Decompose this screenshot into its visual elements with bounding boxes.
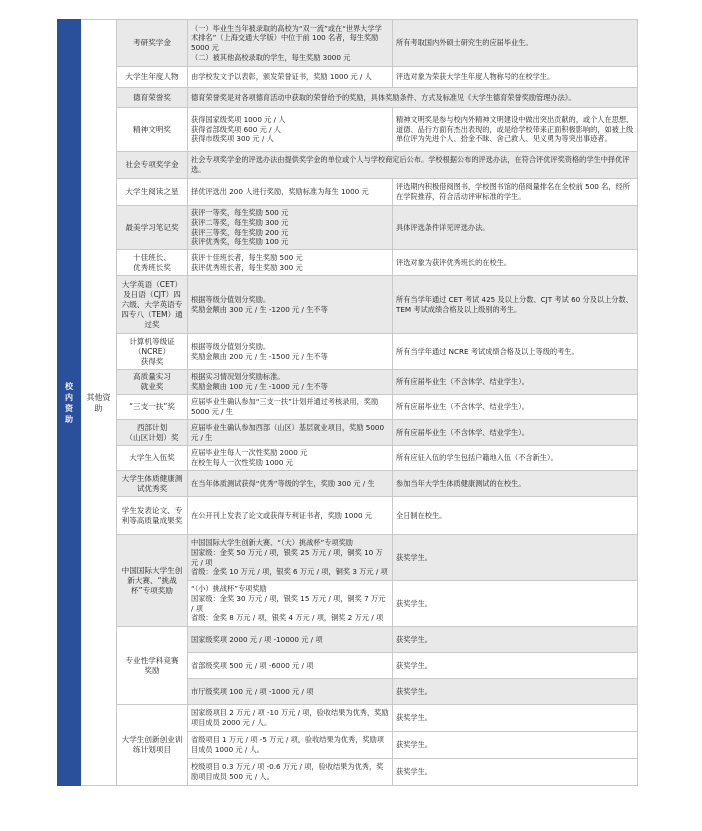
award-name: 德育荣誉奖: [117, 88, 188, 108]
award-name: 学生发表论文、专利等高质量成果奖: [117, 497, 188, 535]
award-target: 获奖学生。: [393, 535, 638, 581]
award-target: 获奖学生。: [393, 732, 638, 759]
award-amount: 根据实习情况划分奖励标准。 奖励金额由 100 元 / 生 -1000 元 / 生不等: [188, 370, 393, 395]
award-target: 获奖学生。: [393, 653, 638, 679]
table-row: [58, 627, 638, 653]
table-row: [58, 370, 638, 395]
award-name: 大学生阅读之星: [117, 179, 188, 206]
award-target: 所有应征入伍的学生包括户籍地入伍（不含新生）。: [393, 446, 638, 471]
award-name: 大学生入伍奖: [117, 446, 188, 471]
award-target: 精神文明奖是参与校内外精神文明建设中做出突出贡献的，或个人在思想、道德、品行方面有杰出表现的，或是给学校带来正面积极影响的，如被上级单位评为先进个人、拾金不昧、舍己救人、见义勇为等突出事迹者。: [393, 108, 638, 152]
table-row: [58, 395, 638, 420]
table-row: [58, 152, 638, 179]
award-target: 参加当年大学生体质健康测试的在校生。: [393, 471, 638, 497]
award-name: 高质量实习 就业奖: [117, 370, 188, 395]
award-amount: “（小）挑战杯”专项奖励 国家级：金奖 30 万元 / 项，银奖 15 万元 / 项，铜奖 7 万元 / 项 省级：金奖 8 万元 / 项，银奖 4 万元 / 项，铜奖 2 万元 / 项: [188, 581, 393, 627]
award-name: 大学生创新创业训练计划项目: [117, 705, 188, 786]
award-target: 所有应届毕业生（不含休学、结业学生）。: [393, 420, 638, 446]
table-row: [58, 88, 638, 108]
award-name: 最美学习笔记奖: [117, 206, 188, 250]
award-amount: 省部级奖项 500 元 / 项 -6000 元 / 项: [188, 653, 393, 679]
award-amount: 省级项目 1 万元 / 项 -5 万元 / 项，验收结果为优秀，奖励项目成员 1000 元 / 人。: [188, 732, 393, 759]
award-target: 获奖学生。: [393, 679, 638, 705]
award-amount: 国家级项目 2 万元 / 项 -10 万元 / 项，验收结果为优秀，奖励项目成员 2000 元 / 人。: [188, 705, 393, 732]
award-name: 中国国际大学生创新大赛、“挑战杯”专项奖励: [117, 535, 188, 627]
award-name: “三支一扶”奖: [117, 395, 188, 420]
table-row: [58, 471, 638, 497]
award-table-container: [57, 19, 637, 786]
award-name: 考研奖学金: [117, 20, 188, 67]
side-label-school-aid: 校 内 资 助: [58, 20, 81, 786]
table-row: [58, 705, 638, 732]
table-row: [58, 206, 638, 250]
award-amount: 获得国家级奖项 1000 元 / 人 获得省部级奖项 600 元 / 人 获得市级奖项 300 元 / 人: [188, 108, 393, 152]
table-row: [58, 446, 638, 471]
award-amount: 应届毕业生确认参加“三支一扶”计划并通过考核录用，奖励 5000 元 / 生: [188, 395, 393, 420]
award-target: 获奖学生。: [393, 581, 638, 627]
award-amount: 应届毕业生每人一次性奖励 2000 元 在校生每人一次性奖励 1000 元: [188, 446, 393, 471]
award-target: 获奖学生。: [393, 705, 638, 732]
table-row: [58, 179, 638, 206]
table-row: [58, 276, 638, 334]
award-target: 评选对象为获评优秀班长的在校生。: [393, 250, 638, 276]
table-row: [58, 20, 638, 67]
table-row: [58, 334, 638, 370]
award-amount: 应届毕业生确认参加西部（山区）基层就业项目，奖励 5000 元 / 生: [188, 420, 393, 446]
category-other-aid: 其他资助: [81, 20, 117, 786]
award-target: 获奖学生。: [393, 759, 638, 786]
award-description: 德育荣誉奖是对各项德育活动中获取的荣誉给予的奖励，具体奖励条件、方式及标准见《大学生德育荣誉奖励管理办法》。: [188, 88, 638, 108]
award-amount: 根据等级分值划分奖励。 奖励金额由 200 元 / 生 -1500 元 / 生不等: [188, 334, 393, 370]
table-row: [58, 420, 638, 446]
award-target: 所有当学年通过 NCRE 考试成绩合格及以上等级的考生。: [393, 334, 638, 370]
table-row: [58, 497, 638, 535]
award-target: 所有应届毕业生（不含休学、结业学生）。: [393, 395, 638, 420]
award-name: 大学英语（CET）及日语（CJT）四六级、大学英语专四专八（TEM）通过奖: [117, 276, 188, 334]
award-amount: 市厅级奖项 100 元 / 项 -1000 元 / 项: [188, 679, 393, 705]
award-amount: 根据等级分值划分奖励。 奖励金额由 300 元 / 生 -1200 元 / 生不等: [188, 276, 393, 334]
table-row: [58, 108, 638, 152]
award-name: 西部计划 （山区计划）奖: [117, 420, 188, 446]
award-amount: 在当年体质测试获得“优秀”等级的学生，奖励 300 元 / 生: [188, 471, 393, 497]
award-amount: 由学校发文予以表彰，颁发荣誉证书，奖励 1000 元 / 人: [188, 67, 393, 88]
award-amount: 国家级奖项 2000 元 / 项 -10000 元 / 项: [188, 627, 393, 653]
award-name: 社会专项奖学金: [117, 152, 188, 179]
award-target: 全日制在校生。: [393, 497, 638, 535]
award-target: 评选期内积极借阅图书，学校图书馆的借阅量排名在全校前 500 名，经所在学院推荐，符合活动评审标准的学生。: [393, 179, 638, 206]
table-row: [58, 67, 638, 88]
award-name: 精神文明奖: [117, 108, 188, 152]
award-target: 获奖学生。: [393, 627, 638, 653]
award-name: 十佳班长、 优秀班长奖: [117, 250, 188, 276]
award-amount: （一）毕业生当年被录取的高校为“双一流”或在“世界大学学术排名”（上海交通大学版）中位于前 100 名者，每生奖励 5000 元 （二）被其他高校录取的学生，每生奖励 3000 元: [188, 20, 393, 67]
award-target: 所有考取国内外硕士研究生的应届毕业生。: [393, 20, 638, 67]
award-amount: 获评十佳班长者，每生奖励 500 元 获评优秀班长者，每生奖励 300 元: [188, 250, 393, 276]
award-table: [57, 19, 638, 786]
award-amount: 校级项目 0.3 万元 / 项 -0.6 万元 / 项，验收结果为优秀，奖励项目成员 500 元 / 人。: [188, 759, 393, 786]
table-row: [58, 535, 638, 581]
award-name: 计算机等级证（NCRE） 获得奖: [117, 334, 188, 370]
award-target: 所有当学年通过 CET 考试 425 及以上分数、CJT 考试 60 分及以上分数、TEM 考试成绩合格及以上级别的考生。: [393, 276, 638, 334]
award-target: 所有应届毕业生（不含休学、结业学生）。: [393, 370, 638, 395]
award-name: 大学生年度人物: [117, 67, 188, 88]
award-description: 社会专项奖学金的评选办法由提供奖学金的单位或个人与学校商定后公布。学校根据公布的评选办法，在符合评优评奖资格的学生中择优评选。: [188, 152, 638, 179]
table-row: [58, 250, 638, 276]
award-target: 评选对象为荣获大学生年度人物称号的在校学生。: [393, 67, 638, 88]
award-amount: 获评一等奖，每生奖励 500 元 获评二等奖，每生奖励 300 元 获评三等奖，每生奖励 200 元 获评优秀奖，每生奖励 100 元: [188, 206, 393, 250]
award-target: 具体评选条件详见评选办法。: [393, 206, 638, 250]
award-amount: 中国国际大学生创新大赛、“（大）挑战杯”专项奖励 国家级：金奖 50 万元 / 项，银奖 25 万元 / 项，铜奖 10 万元 / 项 省级：金奖 10 万元 / 项，银奖 6 万元 / 项，铜奖 3 万元 / 项: [188, 535, 393, 581]
award-name: 大学生体质健康测试优秀奖: [117, 471, 188, 497]
award-amount: 在公开刊上发表了论文或获得专利证书者，奖励 1000 元: [188, 497, 393, 535]
award-name: 专业性学科竞赛 奖励: [117, 627, 188, 705]
award-amount: 择优评选出 200 人进行奖励，奖励标准为每生 1000 元: [188, 179, 393, 206]
